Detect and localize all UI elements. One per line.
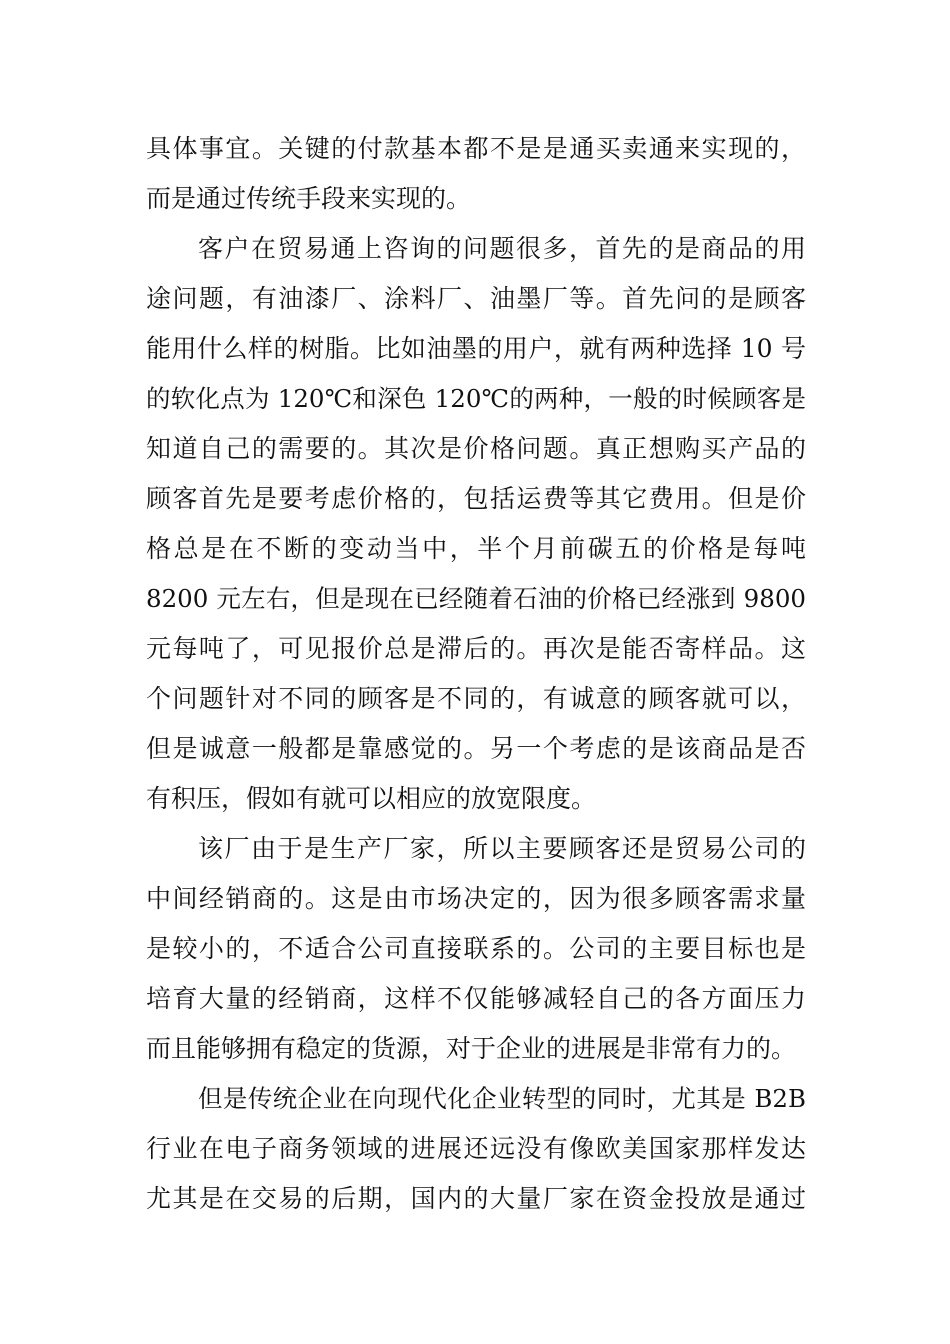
text-line: 8200 元左右，但是现在已经随着石油的价格已经涨到 9800 (146, 584, 806, 613)
paragraph-3 (146, 824, 806, 1074)
text-line: 尤其是在交易的后期，国内的大量厂家在资金投放是通过 (146, 1184, 806, 1213)
text-line: 中间经销商的。这是由市场决定的，因为很多顾客需求量 (146, 884, 806, 913)
paragraph-4 (146, 1074, 806, 1224)
paragraph-2 (146, 224, 806, 824)
text-line: 能用什么样的树脂。比如油墨的用户，就有两种选择 10 号 (146, 334, 806, 363)
text-line: 个问题针对不同的顾客是不同的，有诚意的顾客就可以， (146, 684, 806, 713)
text-line: 是较小的，不适合公司直接联系的。公司的主要目标也是 (146, 934, 806, 963)
text-line: 但是诚意一般都是靠感觉的。另一个考虑的是该商品是否 (146, 734, 806, 763)
text-line: 培育大量的经销商，这样不仅能够减轻自己的各方面压力 (146, 984, 806, 1013)
text-line: 格总是在不断的变动当中，半个月前碳五的价格是每吨 (146, 534, 806, 563)
text-line: 顾客首先是要考虑价格的，包括运费等其它费用。但是价 (146, 484, 806, 513)
text-line: 而是通过传统手段来实现的。 (146, 184, 472, 213)
text-line: 行业在电子商务领域的进展还远没有像欧美国家那样发达 (146, 1134, 806, 1163)
text-line: 该厂由于是生产厂家，所以主要顾客还是贸易公司的 (198, 834, 806, 863)
text-line: 的软化点为 120℃和深色 120℃的两种，一般的时候顾客是 (146, 384, 806, 413)
paragraph-1 (146, 124, 806, 224)
text-line: 知道自己的需要的。其次是价格问题。真正想购买产品的 (146, 434, 806, 463)
text-line: 途问题，有油漆厂、涂料厂、油墨厂等。首先问的是顾客 (146, 284, 806, 313)
text-line: 但是传统企业在向现代化企业转型的同时，尤其是 B2B (198, 1084, 806, 1113)
text-line: 客户在贸易通上咨询的问题很多，首先的是商品的用 (198, 234, 806, 263)
text-line: 具体事宜。关键的付款基本都不是是通买卖通来实现的， (146, 134, 806, 163)
text-line: 有积压，假如有就可以相应的放宽限度。 (146, 784, 597, 813)
document-body (146, 124, 806, 1224)
text-line: 元每吨了，可见报价总是滞后的。再次是能否寄样品。这 (146, 634, 806, 663)
text-line: 而且能够拥有稳定的货源，对于企业的进展是非常有力的。 (146, 1034, 797, 1063)
